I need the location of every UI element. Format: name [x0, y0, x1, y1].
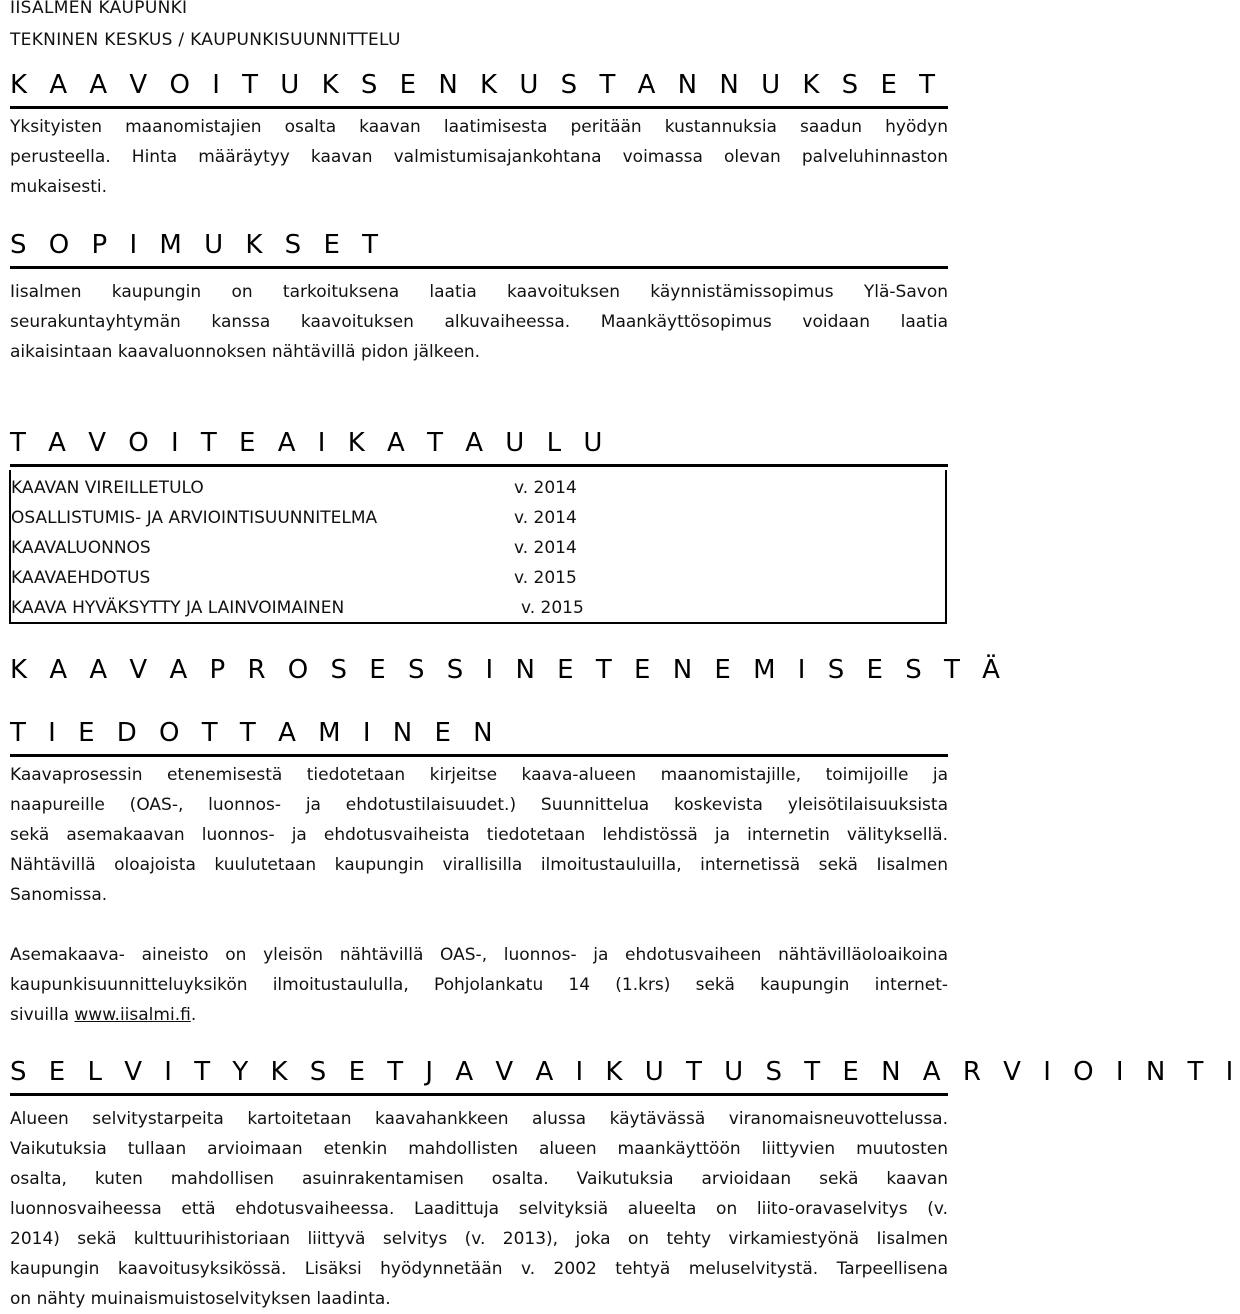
studies-heading: S E L V I T Y K S E T J A V A I K U T U S T E N A R V I O I N T I	[10, 1057, 948, 1096]
website-link[interactable]: www.iisalmi.fi	[74, 1005, 191, 1025]
informing-text: .	[190, 1005, 197, 1025]
agreements-line: aikaisintaan kaavaluonnoksen nähtävillä pidon jälkeen.	[10, 342, 481, 362]
schedule-phase: KAAVAEHDOTUS	[11, 568, 151, 588]
informing-line: Nähtävillä oloajoista kuulutetaan kaupungin virallisilla ilmoitustauluilla, internetissä sekä Iisalmen	[10, 855, 948, 875]
schedule-year: v. 2015	[514, 568, 577, 588]
organization-name: IISALMEN KAUPUNKI	[10, 0, 188, 18]
informing-line: Asemakaava- aineisto on yleisön nähtävillä OAS-, luonnos- ja ehdotusvaiheen nähtävilläoloaikoina	[10, 945, 948, 965]
schedule-year: v. 2014	[514, 538, 577, 558]
schedule-phase: KAAVAN VIREILLETULO	[11, 478, 204, 498]
informing-paragraph-2	[10, 940, 948, 1030]
process-heading: K A A V A P R O S E S S I N E T E N E M I S E S T Ä	[10, 655, 1007, 685]
agreements-heading: S O P I M U K S E T	[10, 230, 948, 269]
informing-heading: T I E D O T T A M I N E N	[10, 718, 948, 757]
costs-line: perusteella. Hinta määräytyy kaavan valmistumisajankohtana voimassa olevan palveluhinnaston	[10, 147, 948, 167]
costs-line: Yksityisten maanomistajien osalta kaavan laatimisesta peritään kustannuksia saadun hyödyn	[10, 117, 948, 137]
studies-line: luonnosvaiheessa että ehdotusvaiheessa. Laadittuja selvityksiä alueelta on liito-oravaselvitys (v.	[10, 1199, 948, 1219]
studies-line: osalta, kuten mahdollisen asuinrakentamisen osalta. Vaikutuksia arvioidaan sekä kaavan	[10, 1169, 948, 1189]
studies-line: 2014) sekä kulttuurihistoriaan liittyvä selvitys (v. 2013), joka on tehty virkamiestyönä Iisalmen	[10, 1229, 948, 1249]
schedule-year: v. 2014	[514, 478, 577, 498]
studies-line: Alueen selvitystarpeita kartoitetaan kaavahankkeen alussa käytävässä viranomaisneuvottelussa.	[10, 1109, 948, 1129]
costs-heading: K A A V O I T U K S E N K U S T A N N U K S E T	[10, 70, 948, 109]
schedule-year: v. 2014	[514, 508, 577, 528]
agreements-line: Iisalmen kaupungin on tarkoituksena laatia kaavoituksen käynnistämissopimus Ylä-Savon	[10, 282, 948, 302]
informing-paragraph-1	[10, 760, 948, 910]
costs-paragraph	[10, 112, 948, 202]
costs-line: mukaisesti.	[10, 177, 107, 197]
informing-line: Kaavaprosessin etenemisestä tiedotetaan kirjeitse kaava-alueen maanomistajille, toimijoille ja	[10, 765, 948, 785]
informing-line: kaupunkisuunnitteluyksikön ilmoitustaululla, Pohjolankatu 14 (1.krs) sekä kaupungin internet-	[10, 975, 948, 995]
studies-line: kaupungin kaavoitusyksikössä. Lisäksi hyödynnetään v. 2002 tehtyä meluselvitystä. Tarpeellisena	[10, 1259, 948, 1279]
informing-line: naapureille (OAS-, luonnos- ja ehdotustilaisuudet.) Suunnittelua koskevista yleisötilaisuuksista	[10, 795, 948, 815]
schedule-heading: T A V O I T E A I K A T A U L U	[10, 428, 948, 467]
studies-line: Vaikutuksia tullaan arvioimaan etenkin mahdollisten alueen maankäyttöön liittyvien muutosten	[10, 1139, 948, 1159]
informing-text: sivuilla	[10, 1005, 75, 1025]
schedule-year: v. 2015	[521, 598, 584, 618]
schedule-phase: KAAVALUONNOS	[11, 538, 151, 558]
informing-line: sekä asemakaavan luonnos- ja ehdotusvaiheista tiedotetaan lehdistössä ja internetin välityksellä.	[10, 825, 948, 845]
informing-line: Sanomissa.	[10, 885, 108, 905]
studies-paragraph	[10, 1104, 948, 1314]
agreements-line: seurakuntayhtymän kanssa kaavoituksen alkuvaiheessa. Maankäyttösopimus voidaan laatia	[10, 312, 948, 332]
schedule-phase: OSALLISTUMIS- JA ARVIOINTISUUNNITELMA	[11, 508, 378, 528]
informing-line	[10, 1000, 948, 1030]
schedule-box	[9, 470, 947, 624]
department-name: TEKNINEN KESKUS / KAUPUNKISUUNNITTELU	[10, 30, 401, 50]
studies-line: on nähty muinaismuistoselvityksen laadinta.	[10, 1289, 391, 1309]
agreements-paragraph	[10, 277, 948, 367]
schedule-phase: KAAVA HYVÄKSYTTY JA LAINVOIMAINEN	[11, 598, 345, 618]
